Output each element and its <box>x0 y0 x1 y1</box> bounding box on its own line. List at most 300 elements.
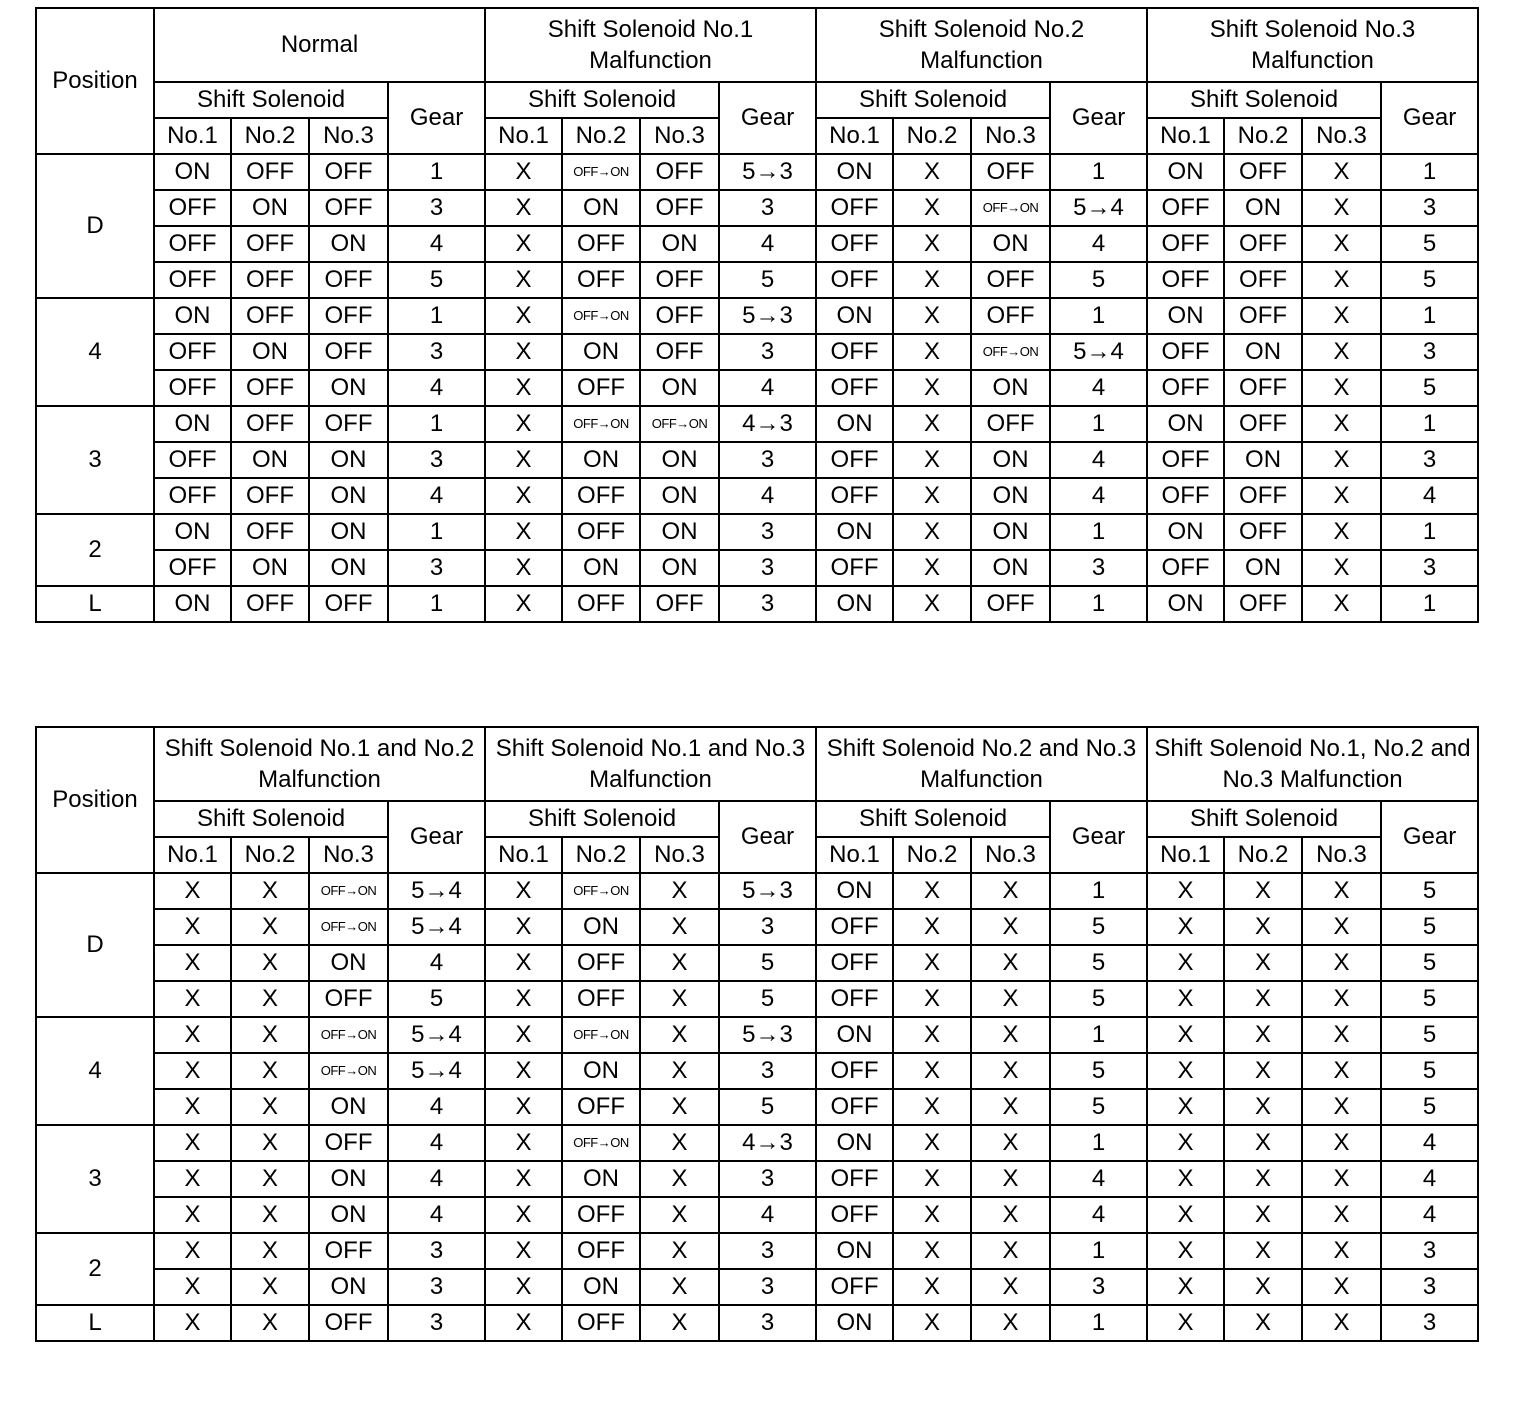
table-cell: 3 <box>388 442 485 478</box>
table-cell: OFF <box>640 586 719 622</box>
table-cell: X <box>893 226 971 262</box>
gear-header: Gear <box>1381 82 1478 154</box>
table-cell: 3 <box>388 1269 485 1305</box>
group-title: Shift Solenoid No.1, No.2 and No.3 Malfunction <box>1147 727 1478 801</box>
table-cell: OFF <box>816 1161 893 1197</box>
table-cell: ON <box>971 226 1050 262</box>
table-cell: ON <box>309 226 388 262</box>
table-cell: ON <box>971 442 1050 478</box>
table-cell: ON <box>971 514 1050 550</box>
solenoid-number-header: No.3 <box>1302 118 1381 154</box>
position-cell: 4 <box>36 298 154 406</box>
table-cell: ON <box>562 334 640 370</box>
shift-solenoid-header: Shift Solenoid <box>1147 82 1381 118</box>
solenoid-number-header: No.3 <box>309 837 388 873</box>
table-cell: X <box>1147 1269 1224 1305</box>
table-cell: OFF <box>1224 406 1302 442</box>
shift-solenoid-header: Shift Solenoid <box>154 801 388 837</box>
table-row <box>36 586 1478 622</box>
table-row <box>36 370 1478 406</box>
table-cell: X <box>893 298 971 334</box>
table-cell: X <box>893 1089 971 1125</box>
table-cell: ON <box>640 442 719 478</box>
table-cell: 5 <box>388 262 485 298</box>
table-cell: 4 <box>388 945 485 981</box>
table-cell: X <box>485 442 562 478</box>
table-cell: OFF <box>816 1053 893 1089</box>
table-cell: OFF <box>562 226 640 262</box>
table-cell: OFF <box>154 334 231 370</box>
table-cell: 1 <box>1050 586 1147 622</box>
table-cell: OFF <box>816 262 893 298</box>
table-cell: 3 <box>719 334 816 370</box>
gear-header: Gear <box>1050 82 1147 154</box>
table-cell: X <box>1302 1017 1381 1053</box>
table-row <box>36 478 1478 514</box>
solenoid-number-header: No.1 <box>485 118 562 154</box>
table-row <box>36 873 1478 909</box>
shift-solenoid-header: Shift Solenoid <box>485 82 719 118</box>
table-cell: OFF <box>154 190 231 226</box>
table-cell: X <box>231 873 309 909</box>
table-cell: ON <box>309 945 388 981</box>
table-cell: X <box>154 1161 231 1197</box>
gear-header: Gear <box>719 82 816 154</box>
table-cell: 5 <box>1381 226 1478 262</box>
table-cell: OFF <box>562 478 640 514</box>
table-cell: X <box>231 1089 309 1125</box>
table-cell: X <box>1302 514 1381 550</box>
table-cell: 5→3 <box>719 154 816 190</box>
table-cell: ON <box>562 442 640 478</box>
table-cell: ON <box>640 550 719 586</box>
table-cell: ON <box>1224 442 1302 478</box>
table-cell: OFF <box>562 514 640 550</box>
table-cell: OFF→ON <box>562 154 640 190</box>
table-cell: 4 <box>1050 226 1147 262</box>
table-cell: OFF <box>640 154 719 190</box>
table-cell: X <box>893 945 971 981</box>
table-cell: OFF <box>562 370 640 406</box>
table-cell: OFF <box>154 262 231 298</box>
table-cell: OFF <box>1147 334 1224 370</box>
table-cell: ON <box>309 1089 388 1125</box>
table-cell: X <box>485 1305 562 1341</box>
position-header: Position <box>36 727 154 873</box>
group-title: Shift Solenoid No.1 Malfunction <box>485 8 816 82</box>
table-cell: X <box>485 586 562 622</box>
table-cell: OFF <box>1147 550 1224 586</box>
table-cell: 4 <box>1050 478 1147 514</box>
table-cell: ON <box>1147 298 1224 334</box>
table-row <box>36 1233 1478 1269</box>
table-cell: 5→3 <box>719 1017 816 1053</box>
table-cell: 5 <box>719 1089 816 1125</box>
solenoid-number-header: No.3 <box>971 837 1050 873</box>
table-cell: X <box>485 1053 562 1089</box>
table-cell: X <box>231 1017 309 1053</box>
table-cell: X <box>1224 1305 1302 1341</box>
table-cell: OFF <box>309 334 388 370</box>
table-cell: 4 <box>719 478 816 514</box>
table-cell: X <box>485 226 562 262</box>
table-cell: ON <box>154 406 231 442</box>
table-cell: X <box>640 1305 719 1341</box>
table-cell: X <box>485 334 562 370</box>
table-cell: OFF <box>562 1197 640 1233</box>
table-cell: X <box>231 981 309 1017</box>
table-cell: OFF <box>309 190 388 226</box>
table-cell: OFF→ON <box>562 406 640 442</box>
table-cell: 4 <box>388 370 485 406</box>
table-cell: X <box>893 550 971 586</box>
table-cell: X <box>640 1197 719 1233</box>
table-cell: X <box>893 190 971 226</box>
table-cell: 5 <box>1381 873 1478 909</box>
table-cell: X <box>485 370 562 406</box>
table-row <box>36 190 1478 226</box>
table-cell: ON <box>1147 514 1224 550</box>
table-cell: 1 <box>388 406 485 442</box>
table-cell: X <box>1224 1269 1302 1305</box>
table-cell: 3 <box>719 586 816 622</box>
solenoid-number-header: No.1 <box>154 118 231 154</box>
table-cell: 5 <box>1050 909 1147 945</box>
table-cell: OFF <box>971 154 1050 190</box>
solenoid-number-header: No.3 <box>640 118 719 154</box>
table-cell: ON <box>154 298 231 334</box>
table-cell: X <box>1147 945 1224 981</box>
table-cell: X <box>154 1089 231 1125</box>
table-cell: OFF <box>816 370 893 406</box>
shift-solenoid-header: Shift Solenoid <box>816 801 1050 837</box>
table-cell: X <box>485 1269 562 1305</box>
table-cell: X <box>971 1269 1050 1305</box>
table-cell: X <box>893 370 971 406</box>
table-cell: X <box>485 1233 562 1269</box>
table-cell: OFF <box>816 1089 893 1125</box>
table-cell: 1 <box>1050 298 1147 334</box>
table-cell: 3 <box>1381 1269 1478 1305</box>
table-cell: ON <box>816 406 893 442</box>
table-cell: X <box>640 981 719 1017</box>
position-cell: 2 <box>36 1233 154 1305</box>
table-cell: 5→4 <box>1050 190 1147 226</box>
table-cell: X <box>893 1017 971 1053</box>
table-cell: X <box>640 1161 719 1197</box>
table-cell: 4 <box>1381 1125 1478 1161</box>
table-cell: X <box>1302 1233 1381 1269</box>
group-title: Shift Solenoid No.3 Malfunction <box>1147 8 1478 82</box>
table-cell: OFF <box>309 1305 388 1341</box>
table-cell: X <box>485 1017 562 1053</box>
table-cell: 4 <box>1050 370 1147 406</box>
table-cell: X <box>1302 1053 1381 1089</box>
table-cell: 5 <box>1381 945 1478 981</box>
table-row <box>36 1197 1478 1233</box>
table-row <box>36 226 1478 262</box>
table-row <box>36 442 1478 478</box>
table-cell: X <box>640 1053 719 1089</box>
table-cell: X <box>1302 1305 1381 1341</box>
table-cell: OFF <box>231 406 309 442</box>
table-cell: X <box>485 1197 562 1233</box>
table-cell: 5 <box>1381 1053 1478 1089</box>
table-cell: 5 <box>1050 1053 1147 1089</box>
table-cell: X <box>971 1305 1050 1341</box>
table-cell: X <box>1302 478 1381 514</box>
table-cell: X <box>1302 945 1381 981</box>
table-cell: X <box>1302 1269 1381 1305</box>
group-title: Shift Solenoid No.2 Malfunction <box>816 8 1147 82</box>
table-row <box>36 406 1478 442</box>
table-cell: 5 <box>1050 1089 1147 1125</box>
table-cell: 5 <box>1381 981 1478 1017</box>
table-cell: 1 <box>1050 154 1147 190</box>
header-row <box>36 801 1478 837</box>
table-cell: OFF <box>971 262 1050 298</box>
table-row <box>36 154 1478 190</box>
table-cell: OFF <box>562 262 640 298</box>
solenoid-number-header: No.2 <box>893 118 971 154</box>
table-cell: ON <box>231 442 309 478</box>
table-cell: OFF <box>1147 442 1224 478</box>
solenoid-number-header: No.2 <box>562 118 640 154</box>
table-cell: OFF <box>231 226 309 262</box>
table-cell: X <box>971 1053 1050 1089</box>
table-cell: X <box>893 442 971 478</box>
table-cell: X <box>971 945 1050 981</box>
table-cell: X <box>893 1269 971 1305</box>
table-cell: X <box>154 1269 231 1305</box>
table-cell: ON <box>1224 190 1302 226</box>
table-cell: X <box>231 1305 309 1341</box>
table-cell: 1 <box>1050 514 1147 550</box>
table-cell: X <box>1302 406 1381 442</box>
table-row <box>36 1089 1478 1125</box>
table-cell: OFF <box>1147 226 1224 262</box>
table-cell: OFF <box>816 550 893 586</box>
table-cell: 5 <box>1050 945 1147 981</box>
table-cell: ON <box>562 1269 640 1305</box>
table-cell: X <box>485 154 562 190</box>
table-cell: OFF→ON <box>309 873 388 909</box>
table-cell: 1 <box>1381 298 1478 334</box>
table-cell: OFF <box>816 945 893 981</box>
table-row <box>36 945 1478 981</box>
table-cell: 3 <box>719 909 816 945</box>
table-cell: OFF <box>309 981 388 1017</box>
table-row <box>36 550 1478 586</box>
table-cell: X <box>1302 154 1381 190</box>
table-cell: 5 <box>1381 1089 1478 1125</box>
table-cell: OFF <box>816 1197 893 1233</box>
table-cell: X <box>893 1053 971 1089</box>
table-cell: X <box>971 1197 1050 1233</box>
solenoid-number-header: No.1 <box>1147 118 1224 154</box>
table-cell: X <box>1302 909 1381 945</box>
table-cell: X <box>1224 873 1302 909</box>
table-cell: X <box>893 514 971 550</box>
table-cell: X <box>640 873 719 909</box>
table-cell: X <box>971 1233 1050 1269</box>
table-cell: X <box>1302 1125 1381 1161</box>
table-cell: OFF→ON <box>640 406 719 442</box>
table-cell: OFF→ON <box>309 909 388 945</box>
table-row <box>36 1053 1478 1089</box>
table-cell: OFF <box>1224 370 1302 406</box>
table-cell: OFF <box>1147 478 1224 514</box>
solenoid-number-header: No.3 <box>1302 837 1381 873</box>
table-cell: ON <box>309 1161 388 1197</box>
table-cell: X <box>640 1017 719 1053</box>
table-cell: OFF <box>231 298 309 334</box>
table-cell: 5→4 <box>388 1053 485 1089</box>
gear-header: Gear <box>388 801 485 873</box>
table-cell: 3 <box>388 1305 485 1341</box>
table-cell: X <box>154 873 231 909</box>
table-cell: 5 <box>1381 1017 1478 1053</box>
table-cell: X <box>971 981 1050 1017</box>
table-cell: OFF <box>309 1233 388 1269</box>
table-cell: 3 <box>1050 550 1147 586</box>
table-cell: 1 <box>388 298 485 334</box>
table-cell: 3 <box>388 334 485 370</box>
table-cell: 3 <box>719 1233 816 1269</box>
table-cell: X <box>1302 586 1381 622</box>
table-cell: X <box>1147 1197 1224 1233</box>
table-cell: 5→4 <box>388 1017 485 1053</box>
table-cell: X <box>1302 873 1381 909</box>
table-cell: 1 <box>388 586 485 622</box>
table-cell: X <box>485 478 562 514</box>
table-cell: X <box>1147 873 1224 909</box>
table-cell: 1 <box>388 154 485 190</box>
table-cell: OFF <box>309 298 388 334</box>
table-cell: X <box>1224 909 1302 945</box>
table-cell: 5→4 <box>388 909 485 945</box>
position-cell: L <box>36 1305 154 1341</box>
table-cell: 3 <box>719 514 816 550</box>
table-cell: X <box>640 945 719 981</box>
table-cell: 1 <box>1381 154 1478 190</box>
table-cell: X <box>640 1269 719 1305</box>
solenoid-number-header: No.3 <box>640 837 719 873</box>
table-cell: X <box>1224 1125 1302 1161</box>
table-cell: OFF <box>562 1089 640 1125</box>
solenoid-number-header: No.2 <box>231 118 309 154</box>
table-cell: ON <box>154 586 231 622</box>
table-cell: X <box>893 478 971 514</box>
table-cell: 3 <box>1381 334 1478 370</box>
table-cell: OFF <box>1147 262 1224 298</box>
table-cell: ON <box>309 478 388 514</box>
table-cell: X <box>1302 262 1381 298</box>
table-cell: ON <box>309 1197 388 1233</box>
table-cell: ON <box>640 370 719 406</box>
table-cell: 4 <box>388 1125 485 1161</box>
shift-solenoid-header: Shift Solenoid <box>154 82 388 118</box>
table-cell: OFF <box>231 370 309 406</box>
table-cell: X <box>154 1197 231 1233</box>
table-cell: OFF <box>562 586 640 622</box>
table-cell: OFF <box>231 478 309 514</box>
solenoid-number-header: No.2 <box>1224 118 1302 154</box>
table-cell: X <box>154 1125 231 1161</box>
table-cell: 5→3 <box>719 298 816 334</box>
solenoid-number-header: No.1 <box>816 837 893 873</box>
table-cell: OFF→ON <box>971 190 1050 226</box>
table-cell: ON <box>309 442 388 478</box>
table-cell: X <box>640 1233 719 1269</box>
table-cell: ON <box>816 586 893 622</box>
table-cell: X <box>971 1125 1050 1161</box>
table-cell: 5 <box>388 981 485 1017</box>
table-row <box>36 1017 1478 1053</box>
shift-solenoid-header: Shift Solenoid <box>816 82 1050 118</box>
table-cell: ON <box>562 550 640 586</box>
table-cell: 4 <box>1381 1161 1478 1197</box>
table-cell: OFF <box>154 550 231 586</box>
table-cell: ON <box>309 514 388 550</box>
table-cell: X <box>893 1161 971 1197</box>
table-cell: 4 <box>388 1197 485 1233</box>
position-cell: D <box>36 154 154 298</box>
table-cell: 5 <box>1381 262 1478 298</box>
table-cell: X <box>485 406 562 442</box>
table-cell: X <box>485 873 562 909</box>
table-cell: 1 <box>1381 514 1478 550</box>
table-cell: ON <box>231 190 309 226</box>
table-cell: OFF <box>154 478 231 514</box>
table-cell: X <box>893 1125 971 1161</box>
table-cell: ON <box>154 514 231 550</box>
table-cell: 3 <box>719 1053 816 1089</box>
table-cell: OFF <box>816 1269 893 1305</box>
table-cell: ON <box>1147 154 1224 190</box>
table-cell: ON <box>816 1233 893 1269</box>
table-cell: OFF <box>816 190 893 226</box>
table-cell: OFF <box>562 981 640 1017</box>
table-cell: X <box>1224 1161 1302 1197</box>
table-cell: X <box>485 1125 562 1161</box>
table-cell: X <box>971 1089 1050 1125</box>
table-row <box>36 298 1478 334</box>
table-cell: ON <box>640 514 719 550</box>
table-cell: X <box>485 909 562 945</box>
table-cell: ON <box>1224 550 1302 586</box>
table-cell: OFF <box>231 154 309 190</box>
table-row <box>36 1269 1478 1305</box>
table-cell: 4 <box>388 478 485 514</box>
solenoid-number-header: No.1 <box>1147 837 1224 873</box>
table-cell: 5 <box>719 262 816 298</box>
table-cell: ON <box>640 478 719 514</box>
table-cell: OFF <box>1224 154 1302 190</box>
table-cell: X <box>971 1017 1050 1053</box>
group-title: Shift Solenoid No.2 and No.3 Malfunction <box>816 727 1147 801</box>
table-cell: 3 <box>388 1233 485 1269</box>
table-cell: X <box>971 1161 1050 1197</box>
table-cell: X <box>1224 1197 1302 1233</box>
table-cell: 5 <box>1381 370 1478 406</box>
table-cell: ON <box>816 1125 893 1161</box>
table-cell: ON <box>640 226 719 262</box>
header-row <box>36 8 1478 82</box>
table-cell: X <box>1147 1305 1224 1341</box>
table-cell: X <box>485 981 562 1017</box>
table-cell: OFF <box>971 406 1050 442</box>
